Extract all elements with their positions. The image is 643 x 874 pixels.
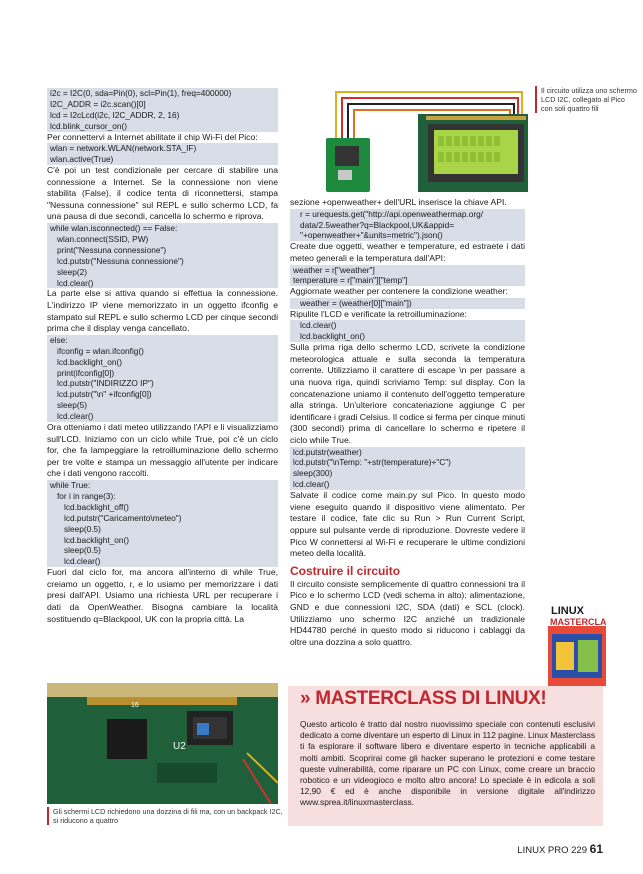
code-line: weather = r["weather"] bbox=[290, 265, 525, 276]
code-line: lcd.clear() bbox=[47, 556, 278, 567]
code-line: wlan.connect(SSID, PW) bbox=[47, 234, 278, 245]
code-line: lcd.blink_cursor_on() bbox=[47, 121, 278, 132]
code-line: lcd.clear() bbox=[290, 479, 525, 490]
body-paragraph: Ripulite l'LCD e verificate la retroilluminazione: bbox=[290, 308, 467, 319]
code-line: data/2.5weather?q=Blackpool,UK&appid= bbox=[290, 220, 525, 231]
masterclass-text: Questo articolo è tratto dal nostro nuovissimo speciale con contenuti esclusivi dedicato a come diventare un esperto di Linux in 112 pagine. Linux Masterclass ti fa esplorare il software libero e diventare esperto in tecniche applicabili a molti ambiti. Scoprirai come gli hacker superano le protezioni e come testare queste vulnerabilità, come riparare un PC con Linux, come creare un braccio robotico e un videogioco e molto altro ancora! Lo speciale è in edicola a soli 12,90 € ed è anche disponibile in versione digitale all'indirizzo www.sprea.it/linuxmasterclass. bbox=[300, 719, 596, 808]
right-column bbox=[290, 197, 525, 648]
code-line: weather = (weather[0]["main"]) bbox=[290, 298, 525, 309]
body-paragraph: Ora otteniamo i dati meteo utilizzando l'API e li visualizziamo sull'LCD. Iniziamo con un ciclo while True, poi c'è un ciclo for, che fa lampeggiare la retroilluminazione dello schermo per tre volte e stampa un messaggio all'utente per indicare che i dati vengono raccolti. bbox=[47, 422, 278, 479]
code-line: r = urequests.get("http://api.openweathermap.org/ bbox=[290, 209, 525, 220]
code-line: while wlan.isconnected() == False: bbox=[47, 223, 278, 234]
section-heading: Costruire il circuito bbox=[290, 563, 401, 578]
body-paragraph: Per connettervi a Internet abilitate il chip Wi-Fi del Pico: bbox=[47, 131, 258, 142]
code-line: I2C_ADDR = i2c.scan()[0] bbox=[47, 99, 278, 110]
body-paragraph: Salvate il codice come main.py sul Pico. In questo modo viene eseguito quando il dispositivo viene alimentato. Per testare il codice, fate clic su Run > Run Current Script, oppure sul pulsante verde di riproduzione. Dovreste vedere il Pico W connettersi al Wi-Fi e recuperare le ultime condizioni meteo della località. bbox=[290, 490, 525, 559]
code-line: lcd = I2cLcd(i2c, I2C_ADDR, 2, 16) bbox=[47, 110, 278, 121]
code-line: lcd.backlight_on() bbox=[290, 331, 525, 342]
code-line: sleep(0.5) bbox=[47, 524, 278, 535]
code-line: lcd.clear() bbox=[290, 320, 525, 331]
svg-text:16: 16 bbox=[131, 702, 139, 709]
code-line: lcd.clear() bbox=[47, 278, 278, 289]
code-line: lcd.putstr("Caricamento\meteo") bbox=[47, 513, 278, 524]
magazine-title: MASTERCLA bbox=[550, 617, 606, 627]
code-line: i2c = I2C(0, sda=Pin(0), scl=Pin(1), freq=400000) bbox=[47, 88, 278, 99]
body-paragraph: sezione +openweather+ dell'URL inserisce la chiave API. bbox=[290, 197, 507, 207]
code-line: wlan.active(True) bbox=[47, 154, 278, 165]
code-line: else: bbox=[47, 335, 278, 346]
circuit-photo bbox=[290, 86, 528, 192]
code-line: sleep(5) bbox=[47, 400, 278, 411]
code-line: lcd.putstr("Nessuna connessione") bbox=[47, 256, 278, 267]
page-footer bbox=[517, 842, 603, 856]
magazine-cover bbox=[548, 604, 606, 686]
page-number: 61 bbox=[589, 842, 603, 856]
code-line: print("Nessuna connessione") bbox=[47, 245, 278, 256]
backpack-caption: Gli schermi LCD richiedono una dozzina di fili ma, con un backpack I2C, si riducono a quattro bbox=[47, 807, 284, 825]
body-paragraph: La parte else si attiva quando si effettua la connessione. L'indirizzo IP viene memorizzato in un oggetto ifconfig e stampato sul REPL e sullo schermo LCD per cinque secondi prima che il display venga cancellato. bbox=[47, 288, 278, 334]
code-line: lcd.clear() bbox=[47, 411, 278, 422]
circuit-caption: Il circuito utilizza uno schermo LCD I2C, collegato al Pico con soli quattro fili bbox=[535, 86, 637, 113]
code-line: wlan = network.WLAN(network.STA_IF) bbox=[47, 143, 278, 154]
code-line: for i in range(3): bbox=[47, 491, 278, 502]
code-line: lcd.putstr(weather) bbox=[290, 447, 525, 458]
code-line: print(ifconfig[0]) bbox=[47, 368, 278, 379]
code-line: lcd.putstr("\nTemp: "+str(temperature)+"C") bbox=[290, 457, 525, 468]
code-line: lcd.putstr("INDIRIZZO IP") bbox=[47, 378, 278, 389]
code-line: "+openweather+"&units=metric").json() bbox=[290, 230, 525, 241]
code-line: sleep(300) bbox=[290, 468, 525, 479]
code-line: while True: bbox=[47, 480, 278, 491]
code-line: ifconfig = wlan.ifconfig() bbox=[47, 346, 278, 357]
footer-label: LINUX PRO 229 bbox=[517, 845, 587, 856]
body-paragraph: C'è poi un test condizionale per cercare di stabilire una connessione a Internet. Se la connessione non viene stabilita (False), il codice tenta di riconnettersi, stampa "Nessuna connessione" sul REPL e sullo schermo LCD, fa una pausa di due secondi, cancella lo schermo e riprova. bbox=[47, 165, 278, 222]
code-line: lcd.backlight_on() bbox=[47, 357, 278, 368]
left-column bbox=[47, 88, 278, 625]
body-paragraph: Aggiornate weather per contenere la condizione weather: bbox=[290, 286, 508, 297]
svg-text:U2: U2 bbox=[173, 741, 186, 752]
body-paragraph: Create due oggetti, weather e temperature, ed estraete i dati meteo generali e la temperatura dall'API: bbox=[290, 241, 525, 263]
masterclass-title: » MASTERCLASS DI LINUX! bbox=[300, 688, 547, 709]
code-line: lcd.backlight_off() bbox=[47, 502, 278, 513]
backpack-photo bbox=[47, 683, 278, 804]
code-line: lcd.putstr("\n" +ifconfig[0]) bbox=[47, 389, 278, 400]
code-line: lcd.backlight_on() bbox=[47, 535, 278, 546]
code-line: sleep(2) bbox=[47, 267, 278, 278]
code-line: sleep(0.5) bbox=[47, 545, 278, 556]
masterclass-box bbox=[288, 686, 603, 826]
code-line: temperature = r["main"]["temp"] bbox=[290, 275, 525, 286]
body-paragraph: Fuori dal ciclo for, ma ancora all'interno di while True, creiamo un oggetto, r, e lo usiamo per memorizzare i dati presi dall'API. Usiamo una richiesta URL per recuperare i dati da OpenWeather. Bisogna cambiare la località sostituendo q=Blackpool, UK con la propria città. La bbox=[47, 567, 278, 624]
body-paragraph: Sulla prima riga dello schermo LCD, scrivete la condizione meteorologica attuale e sulla seconda la temperatura corrente. Utilizziamo il carattere di escape \n per passare a una nuova riga, quindi scriviamo Temp: sul display. Con la concatenazione uniamo il contenuto dell'oggetto temperature alla stringa. Un'ulteriore concatenazione aggiunge C per identificare i gradi Celsius. Il codice si ferma per cinque minuti (300 secondi) prima di cancellare lo schermo e ripetere il ciclo while True. bbox=[290, 342, 525, 445]
body-paragraph: Il circuito consiste semplicemente di quattro connessioni tra il Pico e lo schermo LCD (vedi schema in alto): alimentazione, GND e due connessioni I2C, SDA (dati) e SCL (clock). Utilizziamo uno schermo I2C anziché un tradizionale HD44780 perché in questo modo si riducono i cablaggi da oltre una dozzina a solo quattro. bbox=[290, 578, 525, 647]
magazine-brand: LINUX bbox=[551, 605, 584, 617]
